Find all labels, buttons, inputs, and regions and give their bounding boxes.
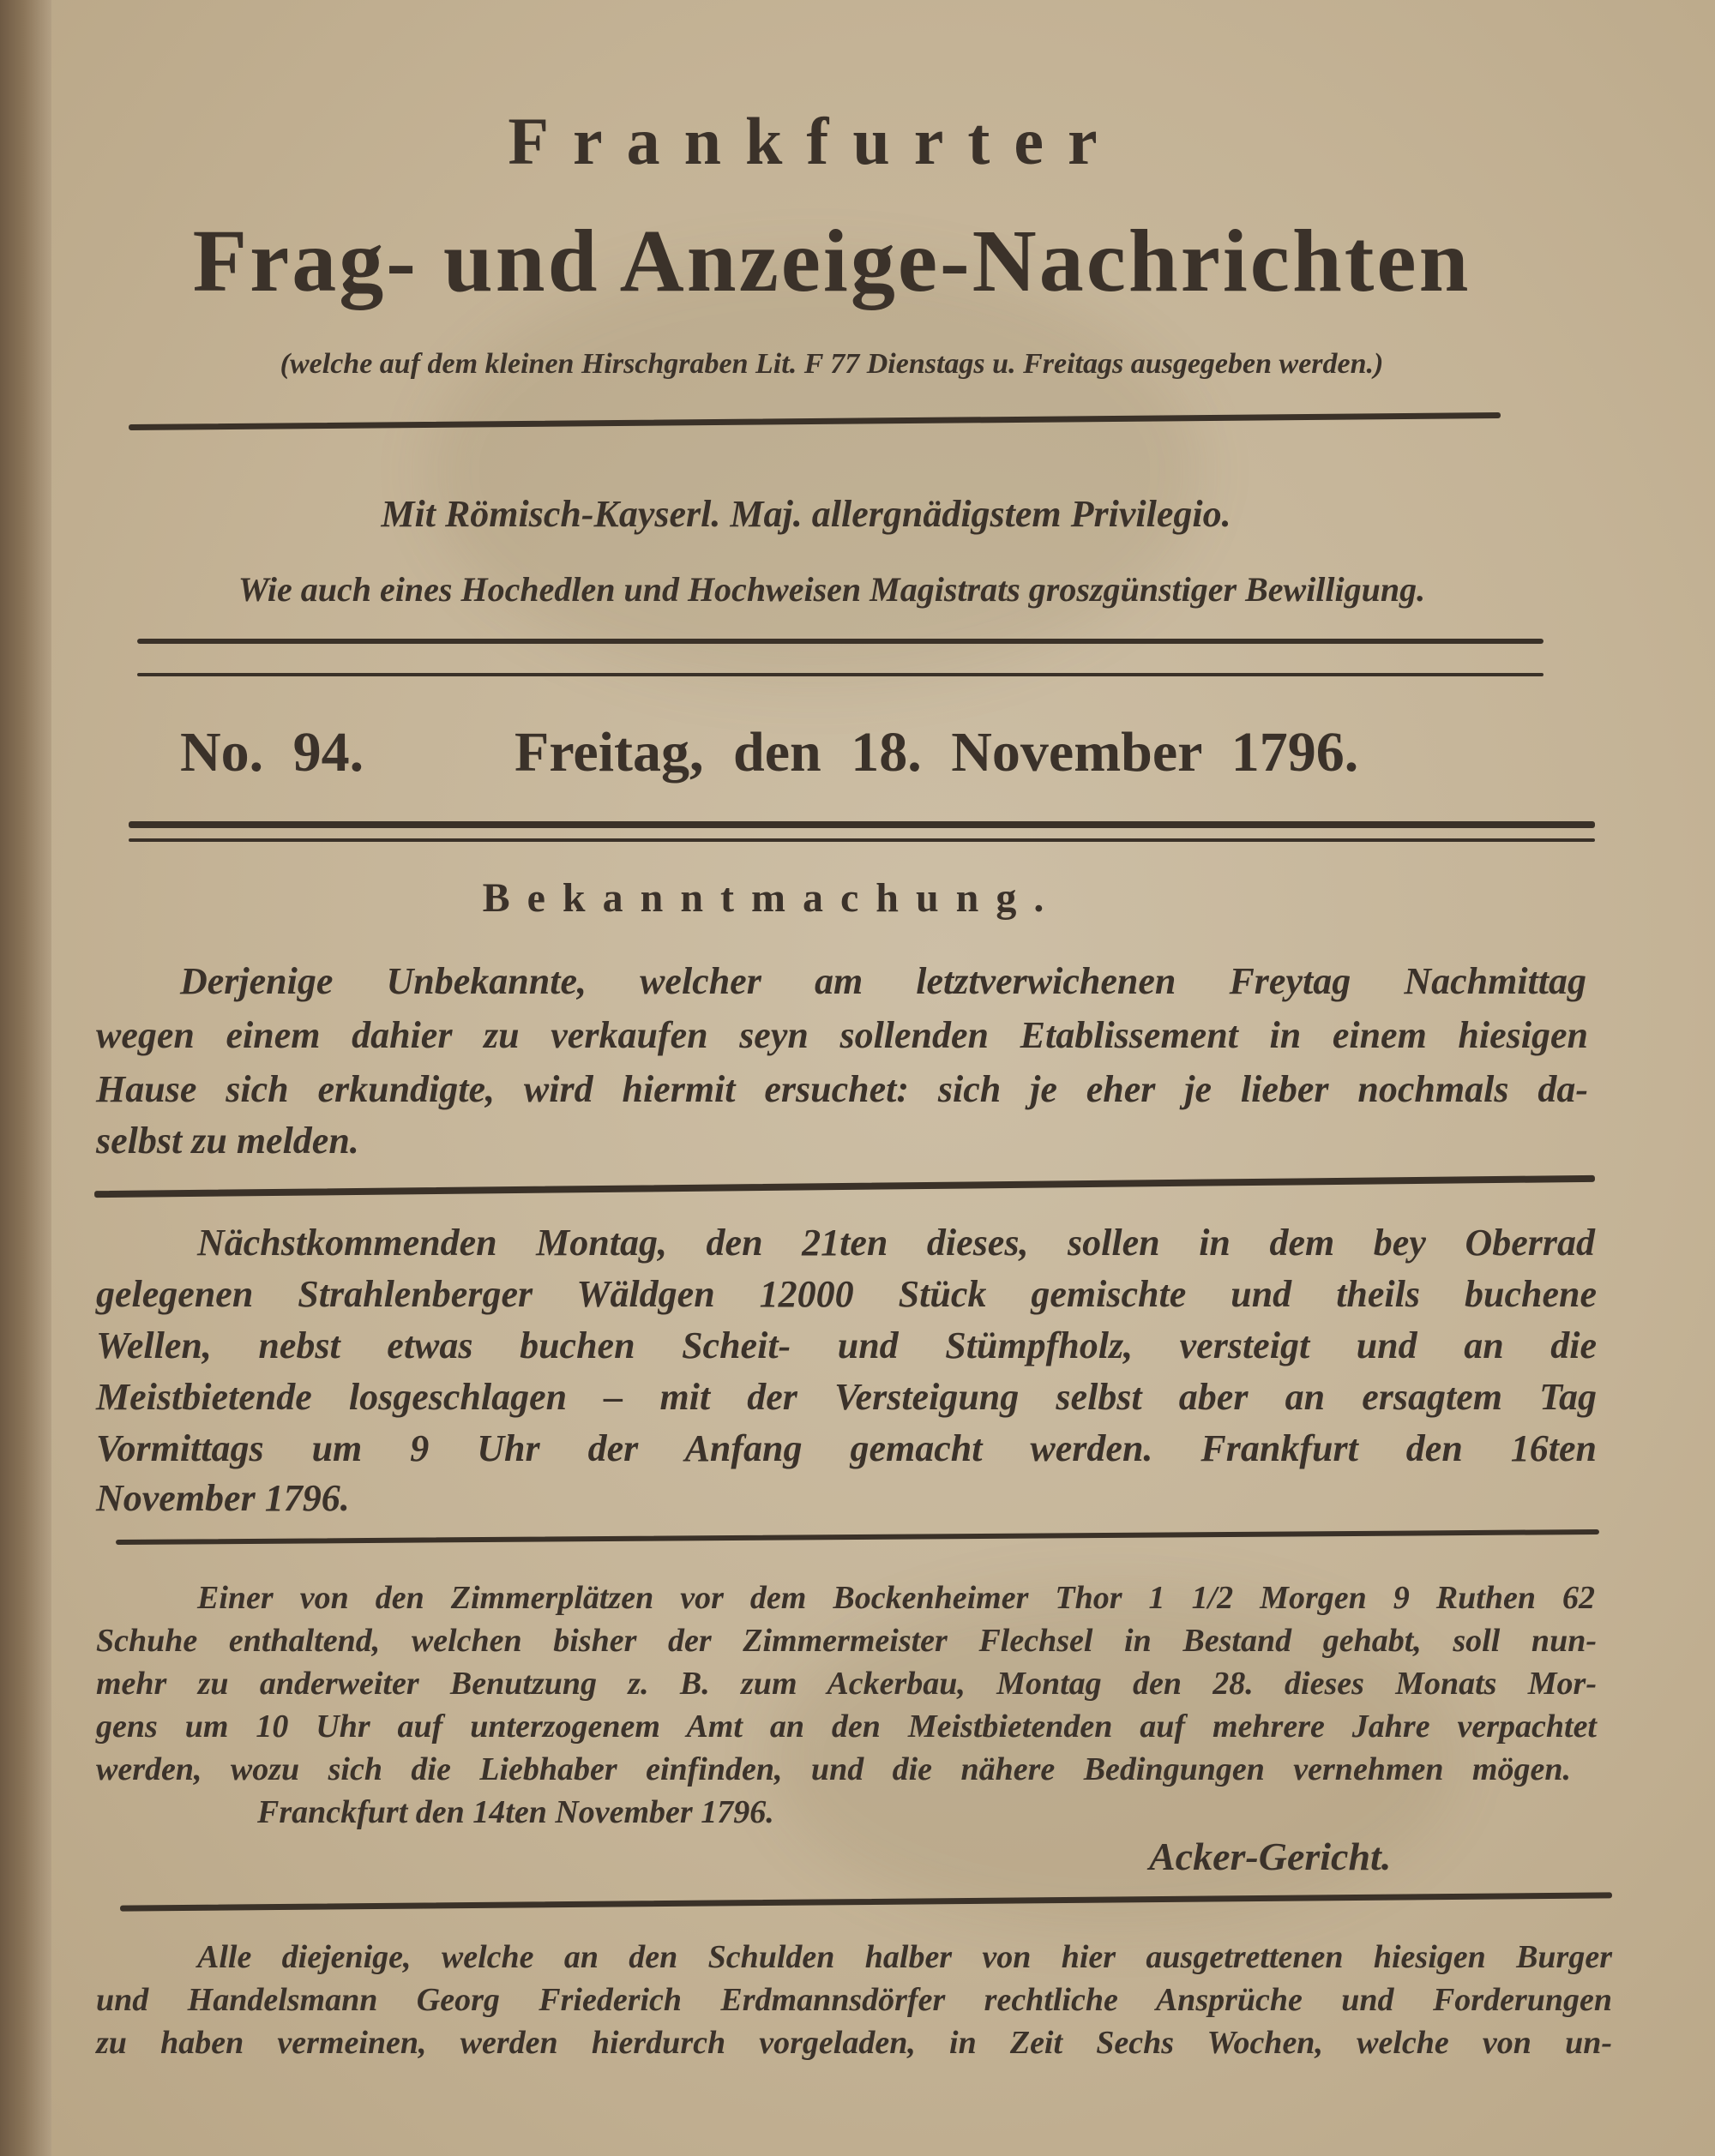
notice-line: selbst zu melden. [96,1120,359,1162]
notice-dateline: Franckfurt den 14ten November 1796. [257,1794,774,1830]
notice-line: Wellen, nebst etwas buchen Scheit- und Stümpfholz, versteigt und an die [96,1324,1597,1366]
divider-rule [137,639,1544,644]
notice-line: und Handelsmann Georg Friederich Erdmannsdörfer rechtliche Ansprüche und Forderungen [96,1982,1612,2018]
privilege-line-1: Mit Römisch-Kayserl. Maj. allergnädigstem Privilegio. [381,493,1231,535]
notice-line: Derjenige Unbekannte, welcher am letztverwichenen Freytag Nachmittag [180,960,1586,1002]
notice-line: Vormittags um 9 Uhr der Anfang gemacht werden. Frankfurt den 16ten [96,1427,1597,1469]
notice-line: Alle diejenige, welche an den Schulden halber von hier ausgetrettenen hiesigen Burger [197,1939,1612,1975]
issue-number: No. 94. [180,721,364,784]
notice-line: Nächstkommenden Montag, den 21ten dieses, sollen in dem bey Oberrad [197,1222,1595,1264]
divider-rule [120,1892,1612,1911]
masthead-title-line1: Frankfurter [508,104,1122,178]
divider-rule [116,1529,1599,1545]
notice-line: Einer von den Zimmerplätzen vor dem Bockenheimer Thor 1 1/2 Morgen 9 Ruthen 62 [197,1580,1595,1616]
notice-heading: Bekanntmachung. [482,875,1062,921]
masthead-subtitle: (welche auf dem kleinen Hirschgraben Lit. F 77 Dienstags u. Freitags ausgegeben werden.) [280,348,1384,380]
masthead-title-line2: Frag- und Anzeige-Nachrichten [192,212,1471,310]
paper-stain [429,257,1200,686]
notice-line: wegen einem dahier zu verkaufen seyn sollenden Etablissement in einem hiesigen [96,1014,1588,1056]
notice-line: mehr zu anderweiter Benutzung z. B. zum Ackerbau, Montag den 28. dieses Monats Mor- [96,1666,1597,1702]
page-binding-edge [0,0,51,2156]
notice-line: Schuhe enthaltend, welchen bisher der Zimmermeister Flechsel in Bestand gehabt, soll nun- [96,1623,1597,1659]
notice-line: zu haben vermeinen, werden hierdurch vorgeladen, in Zeit Sechs Wochen, welche von un- [96,2025,1612,2061]
notice-line: gens um 10 Uhr auf unterzogenem Amt an den Meistbietenden auf mehrere Jahre verpachtet [96,1709,1597,1745]
issue-date: Freitag, den 18. November 1796. [514,721,1359,784]
notice-line: werden, wozu sich die Liebhaber einfinden, und die nähere Bedingungen vernehmen mögen. [96,1751,1571,1787]
notice-line: November 1796. [96,1477,350,1519]
privilege-line-2: Wie auch eines Hochedlen und Hochweisen Magistrats groszgünstiger Bewilligung. [238,570,1426,609]
divider-rule [137,673,1544,676]
divider-rule [129,838,1595,842]
notice-line: Meistbietende losgeschlagen – mit der Versteigung selbst aber an ersagtem Tag [96,1376,1597,1418]
notice-line: Hause sich erkundigte, wird hiermit ersuchet: sich je eher je lieber nochmals da- [96,1068,1588,1110]
notice-line: gelegenen Strahlenberger Wäldgen 12000 Stück gemischte und theils buchene [96,1273,1597,1315]
divider-rule [129,821,1595,828]
divider-rule [94,1175,1595,1198]
notice-signature: Acker-Gericht. [1149,1835,1392,1878]
